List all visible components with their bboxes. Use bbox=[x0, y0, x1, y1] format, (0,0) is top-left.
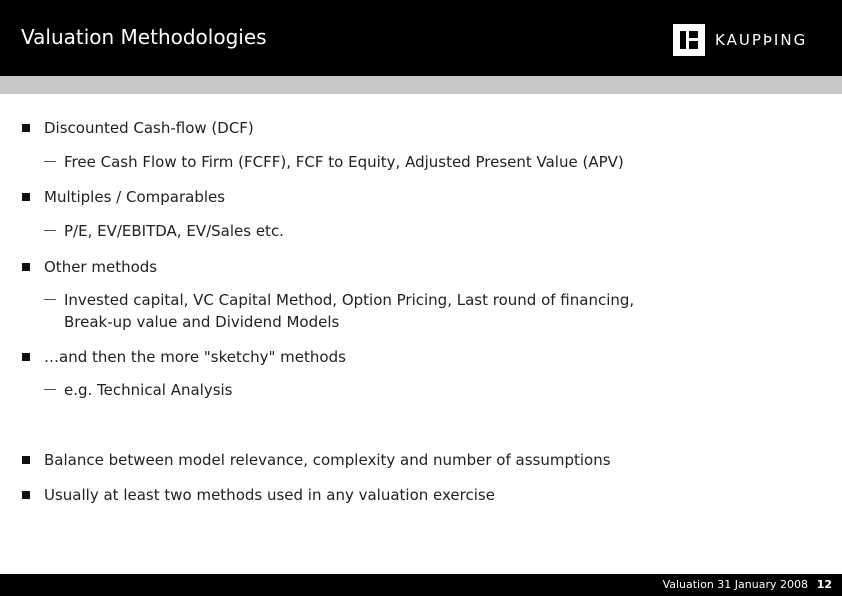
bullet-text: Other methods bbox=[44, 258, 158, 276]
dash-icon bbox=[44, 299, 56, 300]
sub-text-continued: Break-up value and Dividend Models bbox=[64, 313, 340, 331]
sub-text: e.g. Technical Analysis bbox=[64, 381, 233, 399]
bullet-text: Usually at least two methods used in any valuation exercise bbox=[44, 486, 495, 504]
dash-icon bbox=[44, 230, 56, 231]
logo-text: KAUPÞING bbox=[715, 31, 808, 49]
page-number: 12 bbox=[816, 578, 832, 591]
sub-item bbox=[44, 151, 624, 173]
square-bullet-icon bbox=[22, 491, 30, 499]
bullet-item bbox=[44, 348, 346, 366]
square-bullet-icon bbox=[22, 353, 30, 361]
bullet-item bbox=[44, 451, 611, 469]
footer-text: Valuation 31 January 2008 bbox=[662, 578, 808, 591]
sub-text: P/E, EV/EBITDA, EV/Sales etc. bbox=[64, 222, 284, 240]
sub-item bbox=[44, 289, 634, 333]
bullet-text: Multiples / Comparables bbox=[44, 188, 226, 206]
sub-text: Invested capital, VC Capital Method, Option Pricing, Last round of financing, bbox=[64, 291, 635, 309]
square-bullet-icon bbox=[22, 456, 30, 464]
bullet-item bbox=[44, 119, 254, 137]
sub-text: Free Cash Flow to Firm (FCFF), FCF to Equity, Adjusted Present Value (APV) bbox=[64, 153, 624, 171]
bullet-text: …and then the more "sketchy" methods bbox=[44, 348, 346, 366]
bullet-text: Discounted Cash-flow (DCF) bbox=[44, 119, 254, 137]
slide-footer bbox=[0, 574, 842, 596]
sub-item bbox=[44, 220, 284, 242]
bullet-item bbox=[44, 188, 225, 206]
dash-icon bbox=[44, 161, 56, 162]
bullet-item bbox=[44, 486, 495, 504]
bullet-text: Balance between model relevance, complexity and number of assumptions bbox=[44, 451, 611, 469]
slide-title: Valuation Methodologies bbox=[21, 25, 267, 49]
square-bullet-icon bbox=[22, 193, 30, 201]
bullet-item bbox=[44, 258, 157, 276]
sub-item bbox=[44, 379, 233, 401]
square-bullet-icon bbox=[22, 124, 30, 132]
square-bullet-icon bbox=[22, 263, 30, 271]
dash-icon bbox=[44, 389, 56, 390]
